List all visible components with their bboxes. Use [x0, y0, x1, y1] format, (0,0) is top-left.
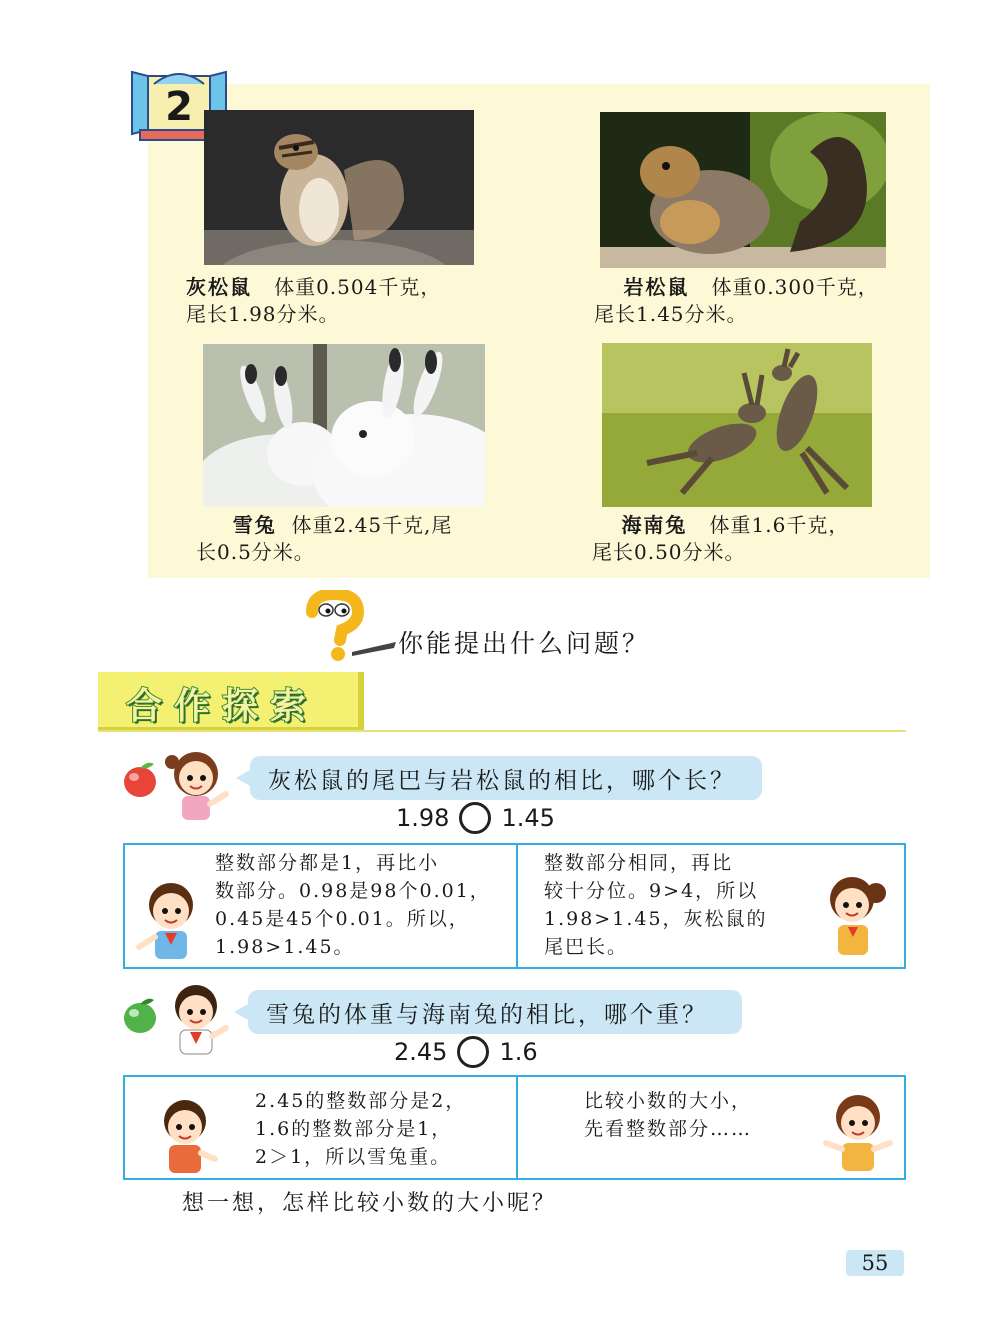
- example-number: 2: [165, 84, 193, 130]
- girl-avatar: [818, 869, 890, 963]
- animal-text: 尾长1.45分米。: [594, 302, 748, 326]
- reasoning-text: 2.45的整数部分是2， 1.6的整数部分是1， 2＞1，所以雪兔重。: [255, 1090, 467, 1168]
- question-text: 你能提出什么问题？: [398, 629, 651, 658]
- right-value: 1.45: [501, 804, 555, 832]
- animal-text: 体重1.6千克，: [709, 513, 850, 537]
- boy-avatar: [160, 978, 234, 1058]
- animal-name: 岩松鼠: [623, 275, 690, 299]
- left-value: 2.45: [394, 1038, 448, 1066]
- compare-circle[interactable]: [459, 802, 491, 834]
- gray-squirrel-photo: [204, 110, 474, 265]
- section-divider: [98, 730, 906, 732]
- boy-avatar: [147, 1093, 221, 1177]
- rock-squirrel-photo: [600, 112, 886, 268]
- reasoning-text: 整数部分都是1，再比小 数部分。0.98是98个0.01， 0.45是45个0.01。所以， 1.98>1.45。: [215, 852, 491, 958]
- reasoning-text: 整数部分相同，再比 较十分位。9>4，所以 1.98>1.45，灰松鼠的 尾巴长。: [544, 852, 768, 958]
- animal-name: 海南兔: [621, 513, 688, 537]
- problem2-question-bubble: 雪兔的体重与海南兔的相比，哪个重？: [248, 990, 742, 1034]
- reasoning-text: 比较小数的大小， 先看整数部分……: [584, 1090, 753, 1140]
- problem1-comparison: [396, 802, 555, 834]
- animal-text: 尾长0.50分米。: [592, 540, 746, 564]
- animal-text: 长0.5分米。: [196, 540, 315, 564]
- right-value: 1.6: [499, 1038, 538, 1066]
- hainan-hare-photo: [602, 343, 872, 507]
- animal-name: 雪兔: [232, 513, 277, 537]
- animal-name: 灰松鼠: [186, 275, 252, 299]
- snow-hare-caption: [196, 512, 452, 566]
- problem1-question-bubble: 灰松鼠的尾巴与岩松鼠的相比，哪个长？: [250, 756, 762, 800]
- left-value: 1.98: [396, 804, 450, 832]
- reasoning-cell-boy: [125, 1077, 516, 1178]
- animal-text: 尾长1.98分米。: [186, 302, 340, 326]
- reasoning-cell-girl: [516, 845, 904, 967]
- animal-text: 体重0.300千克，: [711, 275, 879, 299]
- girl-avatar: [160, 744, 234, 824]
- apple-icon: [122, 758, 158, 798]
- rock-squirrel-caption: [594, 274, 879, 328]
- section-banner: [98, 672, 364, 732]
- reasoning-cell-boy: [125, 845, 516, 967]
- compare-circle[interactable]: [457, 1036, 489, 1068]
- animal-text: 体重0.504千克，: [274, 275, 442, 299]
- problem2-comparison: [394, 1036, 538, 1068]
- problem1-reasoning-box: [123, 843, 906, 969]
- problem2-reasoning-box: [123, 1075, 906, 1180]
- page-number: 55: [846, 1250, 904, 1276]
- reasoning-cell-girl: [516, 1077, 904, 1178]
- animal-text: 体重2.45千克,尾: [291, 513, 453, 537]
- apple-icon: [122, 994, 158, 1034]
- boy-avatar: [131, 875, 209, 965]
- question-mark-icon: [300, 590, 400, 662]
- think-prompt: 想一想，怎样比较小数的大小呢？: [182, 1191, 558, 1216]
- section-title: 合作探索: [126, 686, 319, 727]
- gray-squirrel-caption: [186, 274, 441, 328]
- hainan-hare-caption: [592, 512, 849, 566]
- girl-avatar: [818, 1089, 898, 1177]
- snow-hare-photo: [203, 344, 485, 507]
